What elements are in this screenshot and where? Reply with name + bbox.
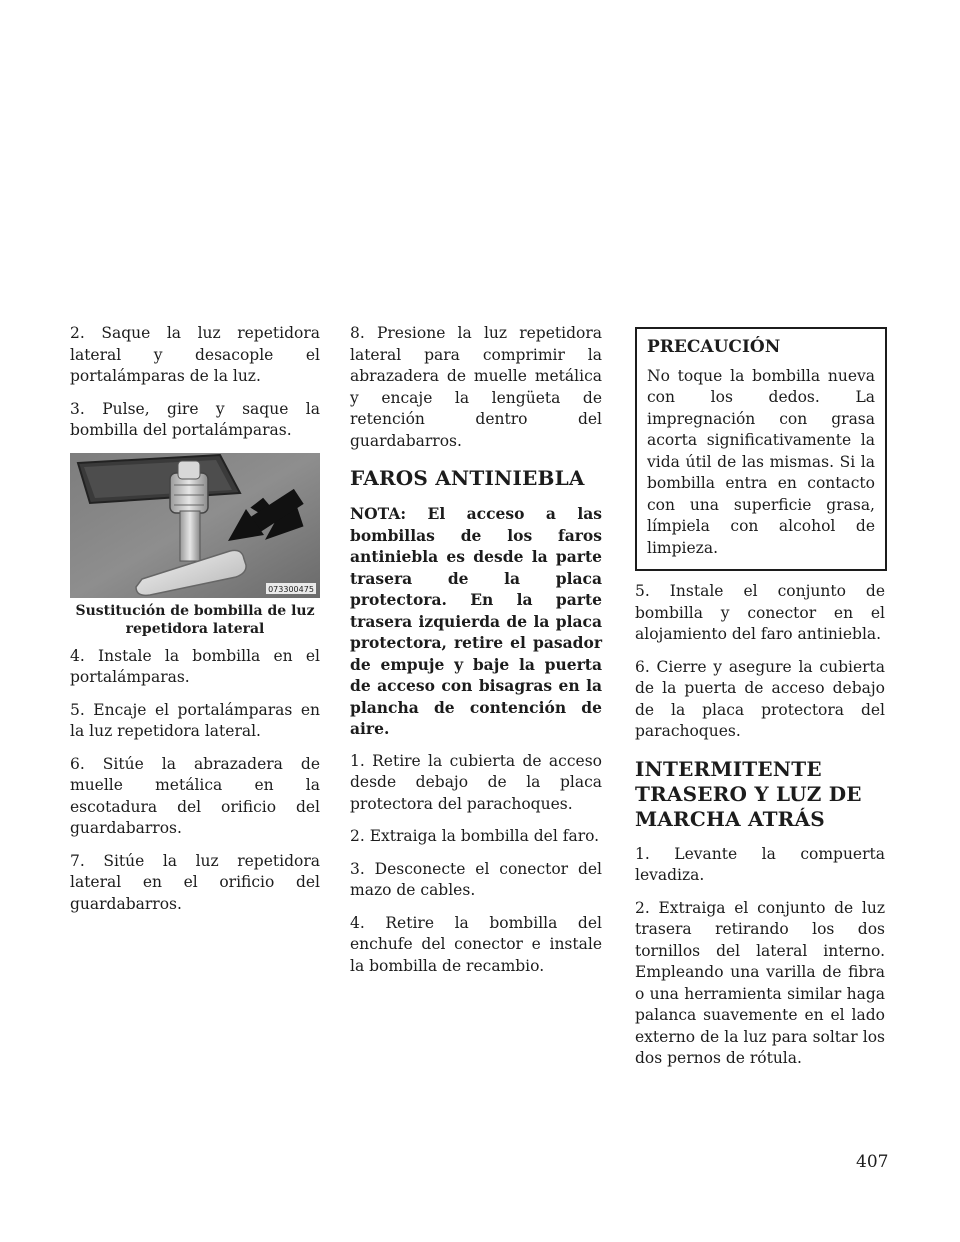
step-5-text: 5. Encaje el portalámparas en la luz repetidora lateral. (70, 700, 320, 740)
bulb-illustration (70, 453, 320, 598)
section-heading-rear-signal: INTERMITENTE TRASERO Y LUZ DE MARCHA ATRÁS (635, 756, 862, 831)
step-6-text: 6. Sitúe la abrazadera de muelle metálica en la escotadura del orificio del guardabarros. (70, 754, 320, 837)
figure-caption: Sustitución de bombilla de luz repetidora lateral (75, 602, 315, 637)
note-text: NOTA: El acceso a las bombillas de los faros antiniebla es desde la parte trasera de la placa protectora. En la parte trasera izquierda de la placa protectora, retire el pasador de empuje y baje la puerta de acceso con bisagras en la plancha de contención de aire. (350, 504, 602, 738)
fog-step-4-text: 4. Retire la bombilla del enchufe del conector e instale la bombilla de recambio. (350, 913, 602, 975)
fog-step-2-text: 2. Extraiga la bombilla del faro. (350, 827, 600, 845)
column-right (635, 323, 885, 1081)
caution-box (635, 327, 887, 571)
step-7-text: 7. Sitúe la luz repetidora lateral en el orificio del guardabarros. (70, 851, 320, 913)
page-number: 407 (856, 1152, 889, 1172)
section-heading-fog-lights: FAROS ANTINIEBLA (350, 466, 585, 490)
step-8-text: 8. Presione la luz repetidora lateral para comprimir la abrazadera de muelle metálica y encaje la lengüeta de retención dentro del guardabarros. (350, 324, 602, 450)
caution-text: No toque la bombilla nueva con los dedos. La impregnación con grasa acorta significativamente la vida útil de las mismas. Si la bombilla entra en contacto con una superficie grasa, límpiela con alcohol de limpieza. (647, 366, 875, 557)
step-2-text: 2. Saque la luz repetidora lateral y desacople el portalámparas de la luz. (70, 324, 320, 385)
fog-step-1-text: 1. Retire la cubierta de acceso desde debajo de la placa protectora del parachoques. (350, 751, 602, 813)
step-4-text: 4. Instale la bombilla en el portalámparas. (70, 646, 320, 686)
rear-step-1-text: 1. Levante la compuerta levadiza. (635, 844, 885, 884)
fog-step-5-text: 5. Instale el conjunto de bombilla y conector en el alojamiento del faro antiniebla. (635, 582, 885, 643)
fog-step-3-text: 3. Desconecte el conector del mazo de cables. (350, 859, 602, 899)
step-3-text: 3. Pulse, gire y saque la bombilla del portalámparas. (70, 399, 320, 439)
column-left (70, 323, 320, 926)
column-middle (350, 323, 602, 988)
figure-code: 073300475 (268, 584, 314, 594)
fog-step-6-text: 6. Cierre y asegure la cubierta de la puerta de acceso debajo de la placa protectora del parachoques. (635, 657, 885, 740)
bulb-replacement-figure (70, 453, 320, 598)
rear-step-2-text: 2. Extraiga el conjunto de luz trasera retirando los dos tornillos del lateral interno. Empleando una varilla de fibra o una herramienta similar haga palanca suavemente en el lado externo de la luz para soltar los dos pernos de rótula. (635, 898, 885, 1067)
caution-title: PRECAUCIÓN (647, 337, 781, 357)
